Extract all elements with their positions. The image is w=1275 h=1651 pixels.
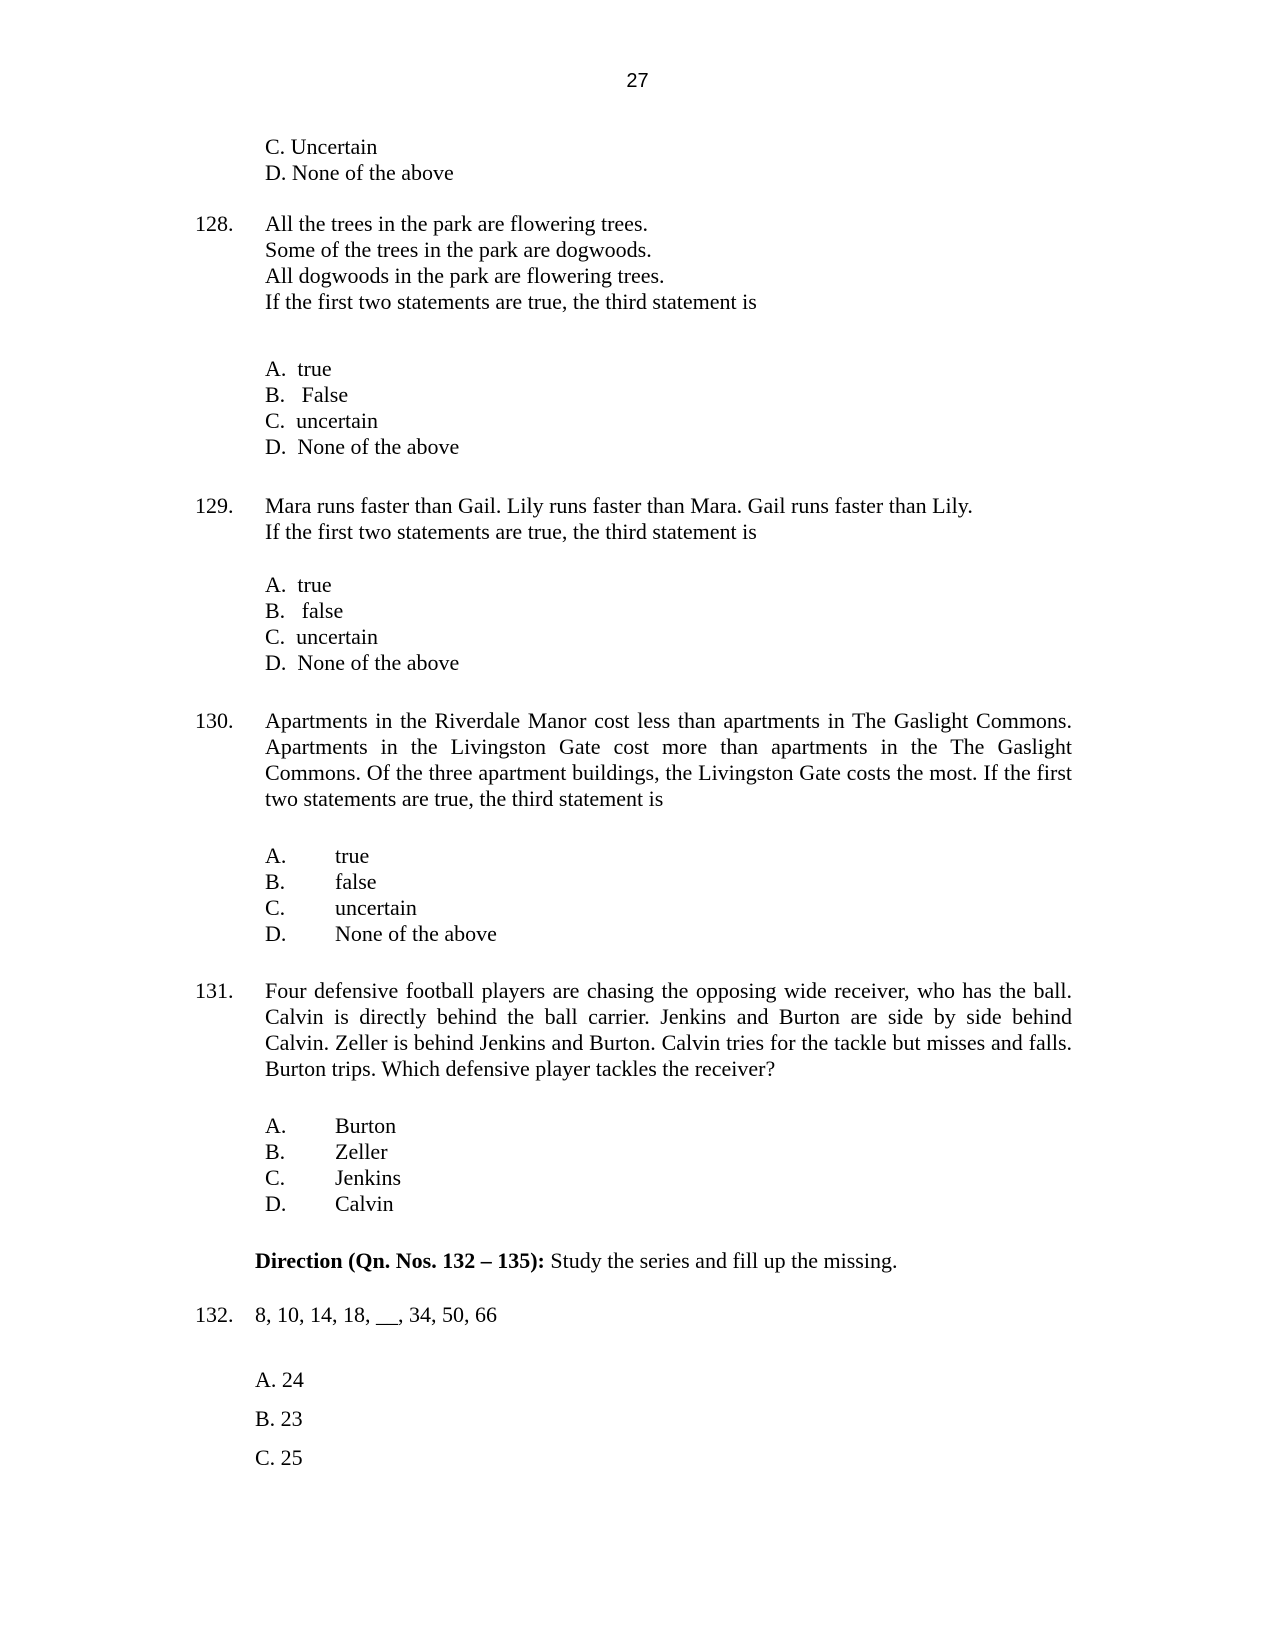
question-128-text [265, 211, 757, 315]
carryover-options [265, 134, 454, 186]
question-132-series: 8, 10, 14, 18, __, 34, 50, 66 [255, 1302, 497, 1327]
option-text: true [335, 843, 370, 868]
direction-label: Direction (Qn. Nos. 132 – 135): [255, 1248, 545, 1273]
option-d: D. None of the above [265, 650, 460, 675]
question-130-text: Apartments in the Riverdale Manor cost less than apartments in The Gaslight Commons. Apartments in the Livingston Gate cost more than apartments in the The Gaslight Commons. Of the three apartment buildings, the Livingston Gate costs the most. If the first two statements are true, the third statement is [265, 708, 1072, 811]
option-c: C. uncertain [265, 624, 379, 649]
direction-text: Study the series and fill up the missing. [544, 1248, 898, 1273]
option-letter: C. [265, 895, 286, 920]
page-number: 27 [626, 70, 649, 92]
option-text: false [335, 869, 377, 894]
question-129-number: 129. [195, 493, 234, 518]
question-131-text: Four defensive football players are chasing the opposing wide receiver, who has the ball. Calvin is directly behind the ball carrier. Jenkins and Burton are side by side behind Calvin. Zeller is behind Jenkins and Burton. Calvin tries for the tackle but misses and falls. Burton trips. Which defensive player tackles the receiver? [265, 978, 1072, 1081]
question-prompt: If the first two statements are true, the third statement is [265, 289, 757, 314]
option-letter: A. [265, 843, 287, 868]
option-letter: C. [265, 1165, 286, 1190]
option-letter: A. [265, 1113, 287, 1138]
direction-note [255, 1248, 897, 1274]
question-128-number: 128. [195, 211, 234, 236]
option-c: C. Uncertain [265, 134, 378, 159]
option-letter: D. [265, 921, 287, 946]
option-c [265, 895, 417, 921]
question-132-number: 132. [195, 1302, 234, 1327]
question-131-number: 131. [195, 978, 234, 1003]
option-c: C. uncertain [265, 408, 379, 433]
option-letter: D. [265, 1191, 287, 1216]
option-a: A. true [265, 572, 332, 597]
statement-3: All dogwoods in the park are flowering trees. [265, 263, 665, 288]
option-d [265, 1191, 394, 1217]
question-130-number: 130. [195, 708, 234, 733]
option-text: Jenkins [335, 1165, 401, 1190]
question-132-option-c: C. 25 [255, 1445, 303, 1470]
option-text: Calvin [335, 1191, 394, 1216]
option-b [265, 869, 377, 895]
option-b: B. false [265, 598, 344, 623]
question-129-options [265, 572, 459, 676]
question-132-option-a: A. 24 [255, 1367, 304, 1392]
option-letter: B. [265, 869, 286, 894]
statement-1: Mara runs faster than Gail. Lily runs faster than Mara. Gail runs faster than Lily. [265, 493, 973, 518]
question-128-options [265, 356, 459, 460]
option-d [265, 921, 497, 947]
option-text: uncertain [335, 895, 417, 920]
option-a [265, 1113, 396, 1139]
option-text: Burton [335, 1113, 397, 1138]
option-a: A. true [265, 356, 332, 381]
option-d: D. None of the above [265, 160, 454, 185]
question-129-text [265, 493, 973, 545]
option-text: None of the above [335, 921, 497, 946]
question-prompt: If the first two statements are true, the third statement is [265, 519, 757, 544]
statement-1: All the trees in the park are flowering trees. [265, 211, 649, 236]
option-letter: B. [265, 1139, 286, 1164]
option-c [265, 1165, 401, 1191]
question-132-option-b: B. 23 [255, 1406, 303, 1431]
option-text: Zeller [335, 1139, 388, 1164]
option-d: D. None of the above [265, 434, 460, 459]
option-b: B. False [265, 382, 349, 407]
option-b [265, 1139, 388, 1165]
option-a [265, 843, 369, 869]
statement-2: Some of the trees in the park are dogwoods. [265, 237, 652, 262]
